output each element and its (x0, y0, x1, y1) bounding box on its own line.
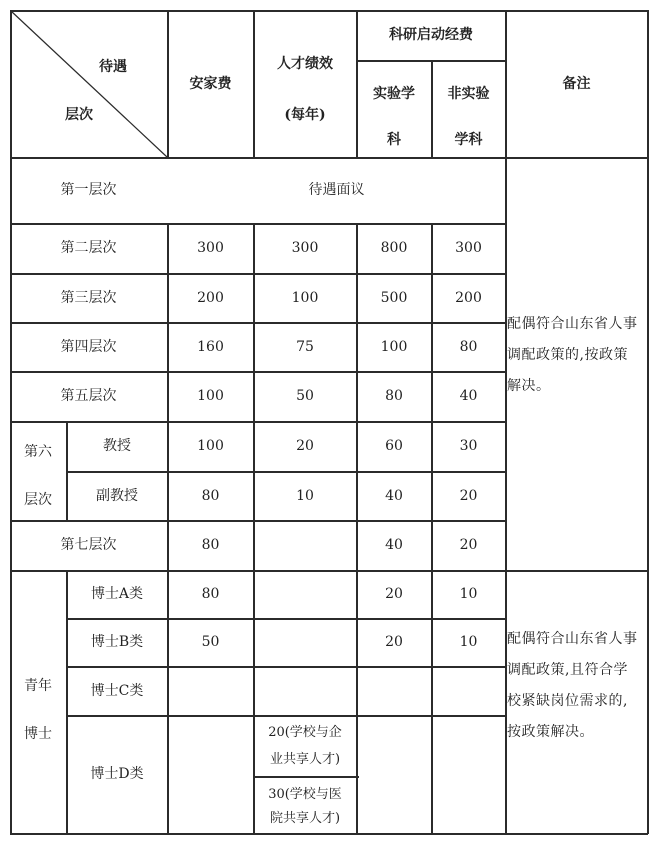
level-6-assoc-perf: 10 (296, 487, 314, 504)
level-5-nonexp: 40 (459, 388, 478, 405)
remark-upper-line: 调配政策的,按政策 (507, 347, 628, 363)
level-7-label: 第七层次 (60, 537, 117, 554)
header-startup-fund: 科研启动经费 (389, 26, 473, 43)
level-2-settle: 300 (197, 240, 224, 257)
level-6-label-line2: 层次 (24, 491, 52, 508)
doctor-b-settle: 50 (201, 634, 220, 651)
doctor-d-perf-enterprise-line2: 业共享人才) (269, 751, 341, 767)
header-settle-fee: 安家费 (189, 75, 232, 92)
doctor-a-settle: 80 (201, 586, 220, 603)
doctor-d-perf-hospital-line2: 院共享人才) (269, 810, 341, 826)
level-7-settle: 80 (201, 537, 220, 554)
level-6-assoc-professor: 副教授 (96, 487, 138, 504)
level-6-label-line1: 第六 (24, 443, 52, 460)
remark-lower-line: 按政策解决。 (507, 724, 594, 740)
header-exp-line1: 实验学 (373, 85, 415, 102)
level-5-perf: 50 (296, 388, 314, 405)
level-2-nonexp: 300 (455, 240, 482, 257)
header-nonexp-line2: 学科 (454, 131, 483, 148)
corner-header-level: 层次 (65, 106, 93, 123)
remark-upper-line: 解决。 (507, 378, 551, 394)
level-4-perf: 75 (296, 338, 314, 355)
level-2-perf: 300 (291, 240, 319, 257)
level-6-professor-nonexp: 30 (459, 438, 478, 455)
doctor-a-nonexp: 10 (459, 586, 478, 603)
level-6-professor-exp: 60 (385, 438, 403, 455)
doctor-d-perf-enterprise-line1: 20(学校与企 (268, 724, 342, 740)
doctor-a-exp: 20 (385, 586, 403, 603)
level-6-professor-perf: 20 (296, 438, 314, 455)
level-2-exp: 800 (380, 240, 408, 257)
level-7-nonexp: 20 (459, 537, 478, 554)
doctor-b-label: 博士B类 (90, 634, 144, 651)
level-3-label: 第三层次 (60, 289, 117, 306)
youth-doctor-label-line2: 博士 (24, 725, 52, 742)
level-3-nonexp: 200 (455, 289, 482, 306)
level-6-professor: 教授 (103, 438, 131, 455)
level-4-exp: 100 (380, 338, 408, 355)
level-6-assoc-settle: 80 (201, 487, 220, 504)
remark-lower-line: 校紧缺岗位需求的, (507, 693, 628, 709)
remark-lower-line: 调配政策,且符合学 (507, 662, 628, 678)
level-5-label: 第五层次 (60, 388, 117, 405)
doctor-b-exp: 20 (385, 634, 403, 651)
header-perf-line2: (每年) (284, 106, 326, 123)
header-exp-line2: 科 (387, 131, 401, 148)
corner-header-treatment: 待遇 (99, 58, 127, 75)
level-5-settle: 100 (197, 388, 224, 405)
doctor-c-label: 博士C类 (90, 682, 144, 699)
header-remark: 备注 (562, 75, 591, 92)
level-3-exp: 500 (380, 289, 408, 306)
remark-upper-line: 配偶符合山东省人事 (507, 316, 638, 332)
header-nonexp-line1: 非实验 (447, 85, 490, 102)
remark-lower-line: 配偶符合山东省人事 (507, 631, 638, 647)
doctor-b-nonexp: 10 (459, 634, 478, 651)
youth-doctor-label-line1: 青年 (24, 677, 52, 694)
doctor-a-label: 博士A类 (90, 586, 144, 603)
level-4-nonexp: 80 (459, 338, 478, 355)
level-6-assoc-exp: 40 (385, 487, 403, 504)
header-perf-line1: 人才绩效 (277, 55, 333, 72)
level-6-assoc-nonexp: 20 (459, 487, 478, 504)
doctor-d-label: 博士D类 (90, 766, 144, 783)
level-1-label: 第一层次 (60, 182, 117, 199)
level-3-perf: 100 (291, 289, 319, 306)
level-5-exp: 80 (385, 388, 403, 405)
doctor-d-perf-hospital-line1: 30(学校与医 (268, 786, 342, 802)
level-1-negotiable: 待遇面议 (308, 182, 365, 199)
level-4-settle: 160 (197, 338, 224, 355)
level-2-label: 第二层次 (60, 240, 117, 257)
level-7-exp: 40 (385, 537, 403, 554)
remark-upper (507, 309, 647, 402)
level-6-professor-settle: 100 (197, 438, 224, 455)
remark-lower (507, 624, 647, 748)
level-3-settle: 200 (197, 289, 224, 306)
level-4-label: 第四层次 (60, 338, 117, 355)
